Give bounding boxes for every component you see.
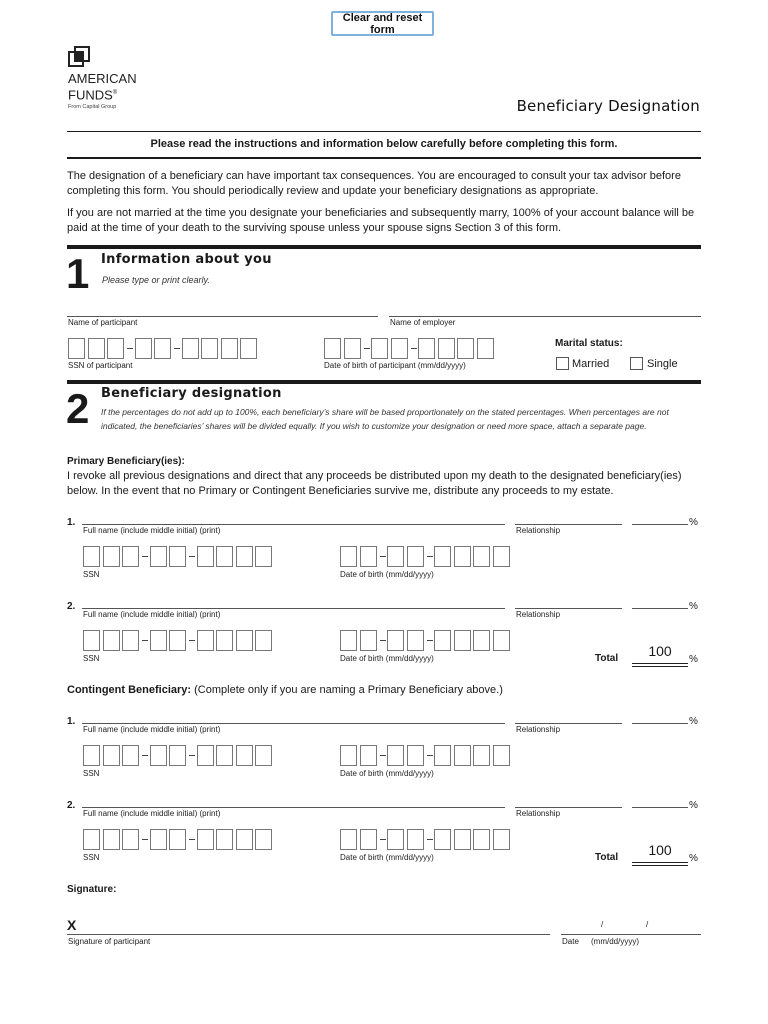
primary-2-dob-box[interactable] bbox=[387, 630, 404, 651]
contingent-heading-line bbox=[67, 684, 503, 696]
primary-total-value: 100 bbox=[648, 643, 672, 659]
participant-dob-box[interactable] bbox=[438, 338, 455, 359]
contingent-2-dob-box[interactable] bbox=[340, 829, 357, 850]
contingent-2-ssn-box[interactable] bbox=[216, 829, 233, 850]
primary-2-relationship-field[interactable] bbox=[515, 608, 622, 609]
contingent-2-percent-field[interactable] bbox=[632, 807, 688, 808]
contingent-2-ssn-box[interactable] bbox=[103, 829, 120, 850]
contingent-2-dob-box[interactable] bbox=[434, 829, 451, 850]
signature-heading: Signature: bbox=[67, 884, 117, 895]
contingent-1-ssn-box[interactable] bbox=[197, 745, 214, 766]
primary-2-ssn-box[interactable] bbox=[197, 630, 214, 651]
logo-subtitle: From Capital Group bbox=[68, 104, 117, 110]
signature-date-field[interactable] bbox=[561, 934, 701, 935]
contingent-2-dob-box[interactable] bbox=[473, 829, 490, 850]
primary-2-ssn-label: SSN bbox=[83, 654, 100, 663]
contingent-2-dob-separator bbox=[427, 839, 433, 840]
contingent-text: (Complete only if you are naming a Primary Beneficiary above.) bbox=[191, 684, 503, 696]
primary-1-percent-sign: % bbox=[689, 517, 698, 528]
participant-dob-label: Date of birth of participant (mm/dd/yyyy) bbox=[324, 361, 466, 370]
contingent-1-ssn-box[interactable] bbox=[83, 745, 100, 766]
primary-2-dob-box[interactable] bbox=[434, 630, 451, 651]
participant-ssn-box[interactable] bbox=[135, 338, 152, 359]
marital-status-label: Marital status: bbox=[555, 338, 623, 349]
married-label: Married bbox=[572, 358, 610, 370]
participant-ssn-label: SSN of participant bbox=[68, 361, 133, 370]
primary-2-ssn-box[interactable] bbox=[83, 630, 100, 651]
contingent-heading: Contingent Beneficiary: bbox=[67, 684, 192, 696]
participant-dob-box[interactable] bbox=[418, 338, 435, 359]
primary-2-dob-box[interactable] bbox=[407, 630, 424, 651]
primary-1-name-label: Full name (include middle initial) (print) bbox=[83, 526, 221, 535]
section-1-title: Information about you bbox=[101, 252, 272, 267]
primary-text: I revoke all previous designations and direct that any proceeds be distributed upon my death to the designated beneficiary(ies) below. In the event that no Primary or Contingent Beneficiaries survive me, distribute any proceeds to my estate. bbox=[67, 470, 682, 497]
primary-1-ssn-box[interactable] bbox=[122, 546, 139, 567]
contingent-1-name-field[interactable] bbox=[82, 723, 505, 724]
contingent-1-dob-box[interactable] bbox=[473, 745, 490, 766]
please-read-banner: Please read the instructions and information below carefully before completing this form. bbox=[150, 138, 618, 150]
participant-ssn-box[interactable] bbox=[107, 338, 124, 359]
participant-dob-separator bbox=[364, 348, 370, 349]
primary-2-ssn-box[interactable] bbox=[103, 630, 120, 651]
participant-ssn-separator bbox=[174, 348, 180, 349]
contingent-1-dob-box[interactable] bbox=[434, 745, 451, 766]
primary-1-ssn-box[interactable] bbox=[197, 546, 214, 567]
contingent-2-ssn-box[interactable] bbox=[255, 829, 272, 850]
primary-1-ssn-box[interactable] bbox=[255, 546, 272, 567]
section-2-note: If the percentages do not add up to 100%, each beneficiary’s share will be based proportionately on the stated percentages. When percentages are not indicated, the beneficiaries’ shares will be divided equally. If you wish to customize your designation or need more space, attach a separate page. bbox=[101, 407, 669, 431]
primary-1-dob-separator bbox=[427, 556, 433, 557]
date-slash: / bbox=[646, 920, 649, 929]
signature-label: Signature of participant bbox=[68, 937, 151, 946]
contingent-1-dob-box[interactable] bbox=[387, 745, 404, 766]
primary-1-ssn-box[interactable] bbox=[216, 546, 233, 567]
primary-2-dob-box[interactable] bbox=[493, 630, 510, 651]
primary-1-relationship-field[interactable] bbox=[515, 524, 622, 525]
contingent-1-dob-box[interactable] bbox=[340, 745, 357, 766]
participant-ssn-box[interactable] bbox=[201, 338, 218, 359]
primary-1-dob-box[interactable] bbox=[387, 546, 404, 567]
section-1-rule bbox=[67, 245, 701, 249]
participant-dob-box[interactable] bbox=[391, 338, 408, 359]
primary-2-name-field[interactable] bbox=[82, 608, 505, 609]
primary-2-ssn-box[interactable] bbox=[122, 630, 139, 651]
primary-1-ssn-box[interactable] bbox=[103, 546, 120, 567]
contingent-2-ssn-box[interactable] bbox=[169, 829, 186, 850]
primary-2-dob-box[interactable] bbox=[473, 630, 490, 651]
primary-2-ssn-box[interactable] bbox=[169, 630, 186, 651]
primary-total-percent-sign: % bbox=[689, 654, 698, 665]
primary-1-ssn-separator bbox=[142, 556, 148, 557]
married-checkbox[interactable] bbox=[556, 357, 569, 370]
section-2-title: Beneficiary designation bbox=[101, 386, 282, 401]
primary-1-ssn-box[interactable] bbox=[150, 546, 167, 567]
primary-2-percent-sign: % bbox=[689, 601, 698, 612]
document-title: Beneficiary Designation bbox=[516, 97, 700, 115]
contingent-1-dob-box[interactable] bbox=[493, 745, 510, 766]
contingent-1-name-label: Full name (include middle initial) (print) bbox=[83, 725, 221, 734]
primary-1-dob-box[interactable] bbox=[473, 546, 490, 567]
primary-1-dob-box[interactable] bbox=[360, 546, 377, 567]
contingent-1-dob-label: Date of birth (mm/dd/yyyy) bbox=[340, 769, 434, 778]
contingent-1-percent-field[interactable] bbox=[632, 723, 688, 724]
participant-dob-box[interactable] bbox=[457, 338, 474, 359]
contingent-1-dob-box[interactable] bbox=[360, 745, 377, 766]
primary-1-dob-box[interactable] bbox=[493, 546, 510, 567]
intro-paragraph-2: If you are not married at the time you designate your beneficiaries and subsequently marry, 100% of your account balance will be paid at the time of your death to the surviving spouse unless your spouse signs Section 3 of this form. bbox=[67, 207, 695, 234]
contingent-1-ssn-label: SSN bbox=[83, 769, 100, 778]
primary-2-dob-separator bbox=[380, 640, 386, 641]
primary-1-percent-field[interactable] bbox=[632, 524, 688, 525]
primary-1-dob-label: Date of birth (mm/dd/yyyy) bbox=[340, 570, 434, 579]
contingent-1-number: 1. bbox=[67, 716, 76, 727]
employer-name-label: Name of employer bbox=[390, 318, 456, 327]
primary-2-dob-box[interactable] bbox=[340, 630, 357, 651]
participant-name-label: Name of participant bbox=[68, 318, 138, 327]
contingent-1-dob-separator bbox=[427, 755, 433, 756]
contingent-1-dob-separator bbox=[380, 755, 386, 756]
primary-1-ssn-box[interactable] bbox=[83, 546, 100, 567]
primary-2-dob-label: Date of birth (mm/dd/yyyy) bbox=[340, 654, 434, 663]
date-label: Date bbox=[562, 937, 579, 946]
participant-ssn-box[interactable] bbox=[221, 338, 238, 359]
contingent-total-value: 100 bbox=[648, 842, 672, 858]
primary-1-dob-separator bbox=[380, 556, 386, 557]
primary-1-dob-box[interactable] bbox=[340, 546, 357, 567]
participant-dob-separator bbox=[411, 348, 417, 349]
primary-total-label: Total bbox=[595, 653, 619, 664]
total-underline bbox=[632, 663, 688, 664]
contingent-2-dob-separator bbox=[380, 839, 386, 840]
contingent-2-name-field[interactable] bbox=[82, 807, 505, 808]
signature-field[interactable] bbox=[67, 934, 550, 935]
employer-name-field[interactable] bbox=[389, 316, 701, 317]
total-underline bbox=[632, 862, 688, 863]
primary-2-ssn-box[interactable] bbox=[236, 630, 253, 651]
contingent-2-name-label: Full name (include middle initial) (print) bbox=[83, 809, 221, 818]
primary-heading: Primary Beneficiary(ies): bbox=[67, 456, 185, 467]
participant-ssn-box[interactable] bbox=[88, 338, 105, 359]
primary-2-dob-box[interactable] bbox=[360, 630, 377, 651]
divider bbox=[67, 157, 701, 159]
contingent-2-dob-box[interactable] bbox=[387, 829, 404, 850]
primary-1-dob-box[interactable] bbox=[434, 546, 451, 567]
date-slash: / bbox=[601, 920, 604, 929]
total-underline bbox=[632, 865, 688, 866]
contingent-2-dob-box[interactable] bbox=[454, 829, 471, 850]
primary-2-dob-separator bbox=[427, 640, 433, 641]
primary-2-ssn-box[interactable] bbox=[255, 630, 272, 651]
primary-1-dob-box[interactable] bbox=[407, 546, 424, 567]
participant-ssn-separator bbox=[127, 348, 133, 349]
contingent-total-percent-sign: % bbox=[689, 853, 698, 864]
contingent-1-ssn-separator bbox=[189, 755, 195, 756]
primary-1-dob-box[interactable] bbox=[454, 546, 471, 567]
contingent-2-ssn-box[interactable] bbox=[122, 829, 139, 850]
contingent-2-ssn-box[interactable] bbox=[150, 829, 167, 850]
contingent-1-ssn-box[interactable] bbox=[103, 745, 120, 766]
contingent-2-ssn-separator bbox=[142, 839, 148, 840]
primary-1-ssn-label: SSN bbox=[83, 570, 100, 579]
participant-dob-box[interactable] bbox=[344, 338, 361, 359]
clear-reset-button[interactable]: Clear and reset form bbox=[331, 11, 434, 36]
contingent-2-dob-box[interactable] bbox=[493, 829, 510, 850]
contingent-1-ssn-box[interactable] bbox=[236, 745, 253, 766]
section-2-rule bbox=[67, 380, 701, 384]
contingent-2-relationship-field[interactable] bbox=[515, 807, 622, 808]
contingent-2-dob-label: Date of birth (mm/dd/yyyy) bbox=[340, 853, 434, 862]
primary-1-name-field[interactable] bbox=[82, 524, 505, 525]
contingent-1-percent-sign: % bbox=[689, 716, 698, 727]
contingent-1-ssn-box[interactable] bbox=[169, 745, 186, 766]
american-funds-logo-icon bbox=[68, 46, 90, 68]
primary-1-ssn-box[interactable] bbox=[236, 546, 253, 567]
primary-2-relationship-label: Relationship bbox=[516, 610, 561, 619]
primary-1-relationship-label: Relationship bbox=[516, 526, 561, 535]
total-underline bbox=[632, 666, 688, 667]
contingent-1-relationship-label: Relationship bbox=[516, 725, 561, 734]
single-label: Single bbox=[647, 358, 678, 370]
primary-2-ssn-separator bbox=[142, 640, 148, 641]
intro-paragraph-1: The designation of a beneficiary can have important tax consequences. You are encouraged to consult your tax advisor before completing this form. You should periodically review and update your beneficiary designations as appropriate. bbox=[67, 170, 681, 197]
single-checkbox[interactable] bbox=[630, 357, 643, 370]
contingent-2-dob-box[interactable] bbox=[360, 829, 377, 850]
primary-2-ssn-box[interactable] bbox=[150, 630, 167, 651]
contingent-2-number: 2. bbox=[67, 800, 76, 811]
section-1-subtitle: Please type or print clearly. bbox=[102, 275, 210, 285]
participant-ssn-box[interactable] bbox=[240, 338, 257, 359]
primary-2-percent-field[interactable] bbox=[632, 608, 688, 609]
primary-2-ssn-separator bbox=[189, 640, 195, 641]
contingent-1-ssn-box[interactable] bbox=[255, 745, 272, 766]
contingent-2-percent-sign: % bbox=[689, 800, 698, 811]
primary-1-number: 1. bbox=[67, 517, 76, 528]
contingent-2-ssn-box[interactable] bbox=[236, 829, 253, 850]
contingent-total-label: Total bbox=[595, 852, 619, 863]
section-2-number: 2 bbox=[66, 385, 90, 432]
signature-x-mark: X bbox=[67, 917, 77, 933]
primary-1-ssn-separator bbox=[189, 556, 195, 557]
participant-ssn-box[interactable] bbox=[154, 338, 171, 359]
participant-name-field[interactable] bbox=[67, 316, 378, 317]
divider bbox=[67, 131, 701, 132]
contingent-2-ssn-box[interactable] bbox=[197, 829, 214, 850]
contingent-1-dob-box[interactable] bbox=[407, 745, 424, 766]
contingent-2-ssn-separator bbox=[189, 839, 195, 840]
participant-ssn-box[interactable] bbox=[68, 338, 85, 359]
contingent-1-relationship-field[interactable] bbox=[515, 723, 622, 724]
contingent-1-ssn-box[interactable] bbox=[122, 745, 139, 766]
primary-2-dob-box[interactable] bbox=[454, 630, 471, 651]
participant-dob-box[interactable] bbox=[371, 338, 388, 359]
participant-dob-box[interactable] bbox=[477, 338, 494, 359]
date-format-label: (mm/dd/yyyy) bbox=[591, 937, 639, 946]
primary-2-number: 2. bbox=[67, 601, 76, 612]
contingent-1-ssn-box[interactable] bbox=[216, 745, 233, 766]
participant-dob-box[interactable] bbox=[324, 338, 341, 359]
primary-1-ssn-box[interactable] bbox=[169, 546, 186, 567]
contingent-1-ssn-separator bbox=[142, 755, 148, 756]
participant-ssn-box[interactable] bbox=[182, 338, 199, 359]
contingent-2-ssn-box[interactable] bbox=[83, 829, 100, 850]
contingent-2-relationship-label: Relationship bbox=[516, 809, 561, 818]
contingent-2-dob-box[interactable] bbox=[407, 829, 424, 850]
section-1-number: 1 bbox=[66, 250, 90, 297]
contingent-2-ssn-label: SSN bbox=[83, 853, 100, 862]
contingent-1-ssn-box[interactable] bbox=[150, 745, 167, 766]
primary-2-name-label: Full name (include middle initial) (print) bbox=[83, 610, 221, 619]
primary-2-ssn-box[interactable] bbox=[216, 630, 233, 651]
logo-text: AMERICAN FUNDS® bbox=[68, 71, 137, 103]
contingent-1-dob-box[interactable] bbox=[454, 745, 471, 766]
